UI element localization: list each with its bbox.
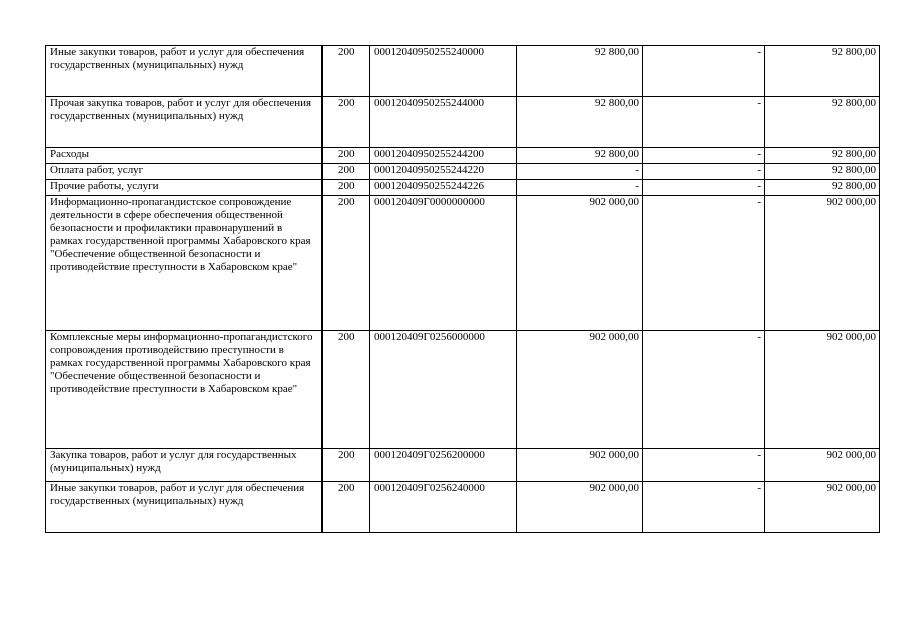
row-line-code: 200 — [322, 196, 370, 331]
row-line-code: 200 — [322, 180, 370, 196]
row-name: Прочая закупка товаров, работ и услуг для обеспечения государственных (муниципальных) нужд — [46, 97, 322, 148]
row-budget-classification-code: 000120409Г0256240000 — [370, 482, 517, 533]
row-unexecuted-amount: 902 000,00 — [765, 196, 880, 331]
row-executed-amount: - — [643, 164, 765, 180]
table-row — [46, 97, 880, 148]
row-approved-amount: 902 000,00 — [517, 482, 643, 533]
table-row — [46, 449, 880, 482]
row-budget-classification-code: 000120409Г0000000000 — [370, 196, 517, 331]
row-executed-amount: - — [643, 97, 765, 148]
row-executed-amount: - — [643, 180, 765, 196]
row-name: Прочие работы, услуги — [46, 180, 322, 196]
table-row — [46, 46, 880, 97]
row-line-code: 200 — [322, 482, 370, 533]
row-unexecuted-amount: 92 800,00 — [765, 46, 880, 97]
row-budget-classification-code: 000120409Г0256000000 — [370, 331, 517, 449]
row-budget-classification-code: 00012040950255240000 — [370, 46, 517, 97]
row-approved-amount: - — [517, 164, 643, 180]
row-name: Расходы — [46, 148, 322, 164]
table-row — [46, 148, 880, 164]
row-executed-amount: - — [643, 331, 765, 449]
row-approved-amount: 92 800,00 — [517, 97, 643, 148]
row-budget-classification-code: 00012040950255244000 — [370, 97, 517, 148]
row-line-code: 200 — [322, 97, 370, 148]
table-row — [46, 180, 880, 196]
row-executed-amount: - — [643, 148, 765, 164]
row-line-code: 200 — [322, 164, 370, 180]
row-name: Оплата работ, услуг — [46, 164, 322, 180]
row-approved-amount: - — [517, 180, 643, 196]
row-executed-amount: - — [643, 482, 765, 533]
row-unexecuted-amount: 92 800,00 — [765, 97, 880, 148]
row-executed-amount: - — [643, 449, 765, 482]
row-line-code: 200 — [322, 148, 370, 164]
row-line-code: 200 — [322, 331, 370, 449]
table-row — [46, 196, 880, 331]
row-budget-classification-code: 00012040950255244226 — [370, 180, 517, 196]
budget-execution-table — [45, 45, 880, 533]
row-unexecuted-amount: 92 800,00 — [765, 180, 880, 196]
row-budget-classification-code: 00012040950255244200 — [370, 148, 517, 164]
row-unexecuted-amount: 92 800,00 — [765, 148, 880, 164]
row-unexecuted-amount: 902 000,00 — [765, 449, 880, 482]
row-unexecuted-amount: 902 000,00 — [765, 331, 880, 449]
table-row — [46, 482, 880, 533]
row-budget-classification-code: 00012040950255244220 — [370, 164, 517, 180]
row-executed-amount: - — [643, 196, 765, 331]
row-name: Комплексные меры информационно-пропагандистского сопровождения противодействию преступности в рамках государственной программы Хабаровского края "Обеспечение общественной безопасности и противодействие преступности в Хабаровском крае" — [46, 331, 322, 449]
row-line-code: 200 — [322, 46, 370, 97]
row-approved-amount: 902 000,00 — [517, 331, 643, 449]
table-row — [46, 164, 880, 180]
row-approved-amount: 92 800,00 — [517, 46, 643, 97]
row-approved-amount: 92 800,00 — [517, 148, 643, 164]
table-row — [46, 331, 880, 449]
row-unexecuted-amount: 902 000,00 — [765, 482, 880, 533]
row-budget-classification-code: 000120409Г0256200000 — [370, 449, 517, 482]
row-approved-amount: 902 000,00 — [517, 196, 643, 331]
row-name: Иные закупки товаров, работ и услуг для обеспечения государственных (муниципальных) нужд — [46, 46, 322, 97]
row-name: Иные закупки товаров, работ и услуг для обеспечения государственных (муниципальных) нужд — [46, 482, 322, 533]
row-name: Закупка товаров, работ и услуг для государственных (муниципальных) нужд — [46, 449, 322, 482]
row-name: Информационно-пропагандистское сопровождение деятельности в сфере обеспечения общественной безопасности и профилактики правонарушений в рамках государственной программы Хабаровского края "Обеспечение общественной безопасности и противодействие преступности в Хабаровском крае" — [46, 196, 322, 331]
row-executed-amount: - — [643, 46, 765, 97]
row-approved-amount: 902 000,00 — [517, 449, 643, 482]
row-line-code: 200 — [322, 449, 370, 482]
row-unexecuted-amount: 92 800,00 — [765, 164, 880, 180]
